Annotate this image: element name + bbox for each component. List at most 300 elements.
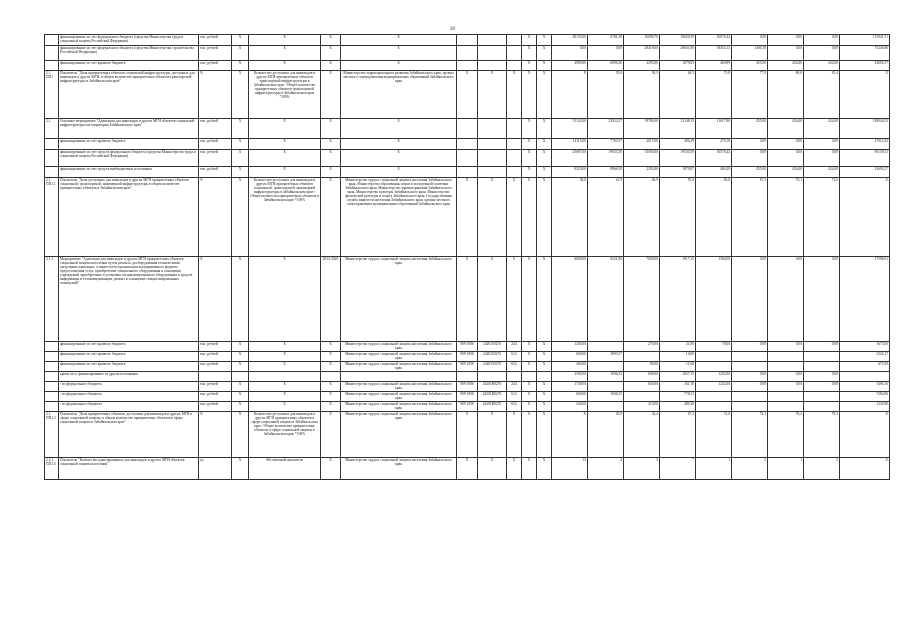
cell-c11 [522,372,537,382]
cell-value: 35,0 [588,71,624,119]
table-row [45,392,890,402]
cell-value [768,402,804,412]
cell-name: кроме того, финансирование из других источников [59,372,199,382]
cell-c4: X [232,382,249,392]
table-row [45,178,890,257]
cell-value: 10578,42 [696,150,732,167]
cell-value: 496,29 [660,139,696,150]
cell-c7 [341,372,457,382]
table-row [45,458,890,480]
cell-value: 75246,86 [840,46,890,61]
cell-name: Показатель "Доля приоритетных объектов, доступных для инвалидов и других МГН в сфере социальной защиты, в общем количестве приоритетных объектов в сфере социальной защиты в Забайкальском крае" [59,412,199,458]
cell-c8 [457,150,478,167]
cell-c5: X [249,257,321,342]
cell-unit: тыс. рублей [199,382,232,392]
cell-value: 1222,00 [696,372,732,382]
cell-value [588,402,624,412]
table-row [45,61,890,71]
cell-value: 0,00 [804,257,840,342]
cell-c12: X [537,392,552,402]
cell-c5: X [249,167,321,178]
cell-value: 10,00 [660,352,696,362]
cell-name: финансирование за счет краевого бюджета [59,362,199,372]
table-row [45,257,890,342]
cell-c10: X [507,71,522,119]
cell-value: 70,1 [768,178,804,257]
cell-value: 13 [552,458,588,480]
cell-c8: X [457,257,478,342]
cell-num [45,402,59,412]
cell-value: 23933,57 [588,119,624,139]
cell-c12: X [537,35,552,46]
cell-value: 630,00 [624,382,660,392]
cell-c8: 909 1006 [457,382,478,392]
cell-c12: X [537,61,552,71]
cell-c5: X [249,150,321,167]
cell-value: 1 [696,458,732,480]
cell-value: 6000,00 [552,257,588,342]
cell-c5: X [249,402,321,412]
cell-value: 0,00 [768,35,804,46]
table-row [45,71,890,119]
cell-value [696,352,732,362]
cell-c8 [457,372,478,382]
cell-value: 2 [732,458,768,480]
cell-value: 2500,00 [552,372,588,382]
cell-c11: X [522,412,537,458]
cell-value [732,352,768,362]
cell-value: 2293,00 [624,167,660,178]
cell-value: 455,00 [732,167,768,178]
cell-value: X [840,412,890,458]
cell-c4: X [232,119,249,139]
cell-c6: X [321,382,341,392]
cell-c9 [478,61,507,71]
cell-c9: 2420150270 [478,352,507,362]
cell-value: 77,9 [732,71,768,119]
cell-value: 469,29 [696,167,732,178]
cell-value: 434,00 [768,167,804,178]
cell-num: 2.1. ПП1.1 [45,178,59,257]
cell-c7: Министерство труда и социальной защиты населения Забайкальского края [341,362,457,372]
cell-c6: X [321,46,341,61]
cell-c5: X [249,382,321,392]
cell-value: 21,00 [660,342,696,352]
cell-value: 489,20 [660,402,696,412]
cell-value: 1673,00 [840,342,890,352]
cell-unit: тыс. рублей [199,352,232,362]
cell-c12: X [537,139,552,150]
table-row [45,412,890,458]
cell-c12: X [537,352,552,362]
cell-value [804,402,840,412]
cell-value: 115941,51 [840,35,890,46]
cell-c4: X [232,139,249,150]
cell-value: 1740,00 [552,382,588,392]
cell-value: 469,89 [696,61,732,71]
cell-value: 778,31 [660,392,696,402]
cell-num [45,392,59,402]
cell-num: 2.1. ПП1 [45,71,59,119]
cell-value: 840,00 [624,372,660,382]
cell-c5: X [249,119,321,139]
cell-value: 15500,00 [624,150,660,167]
cell-c9 [478,372,507,382]
cell-c6: X [321,458,341,480]
cell-unit: тыс. рублей [199,402,232,412]
cell-c9: 2420150270 [478,362,507,372]
cell-value: 76,2 [768,412,804,458]
cell-value [624,352,660,362]
table-row [45,150,890,167]
cell-c11: X [522,167,537,178]
cell-c4: X [232,342,249,352]
cell-unit: X [199,257,232,342]
cell-value [732,402,768,412]
cell-name: Основное мероприятие "Адаптация для инвалидов и других МГН объектов социальной инфраструктуры на территории Забайкальского края" [59,119,199,139]
cell-c7: Министерство труда и социальной защиты населения Забайкальского края [341,257,457,342]
cell-value: 360,00 [552,362,588,372]
cell-value: 81,4 [804,71,840,119]
cell-num [45,167,59,178]
cell-value: 0,00 [804,150,840,167]
cell-value: 11,60 [660,362,696,372]
cell-c10 [507,372,522,382]
cell-value: 1079,83 [660,61,696,71]
cell-value [732,392,768,402]
cell-c10 [507,150,522,167]
cell-unit: тыс. рублей [199,35,232,46]
cell-value: 19650,59 [660,35,696,46]
cell-c7: Министерство труда и социальной защиты населения Забайкальского края [341,392,457,402]
cell-value: 138044,53 [840,119,890,139]
cell-value: 67,2 [660,412,696,458]
cell-c7: X [341,139,457,150]
cell-num [45,139,59,150]
cell-c7: X [341,167,457,178]
cell-c4: X [232,150,249,167]
cell-c9 [478,150,507,167]
cell-value: 0,00 [804,139,840,150]
cell-value: 0,00 [732,382,768,392]
cell-c10: 244 [507,382,522,392]
cell-unit: тыс. рублей [199,362,232,372]
cell-c7: X [341,35,457,46]
cell-c9 [478,119,507,139]
cell-value: 1222,00 [696,382,732,392]
cell-value: 10070,42 [696,35,732,46]
cell-c11: X [522,150,537,167]
cell-value: 1400,18 [732,46,768,61]
cell-c10 [507,139,522,150]
cell-value: 434,00 [768,119,804,139]
cell-c12: X [537,150,552,167]
cell-unit: тыс. рублей [199,139,232,150]
cell-c6: X [321,362,341,372]
cell-value: 1846,52 [588,372,624,382]
cell-c4: X [232,257,249,342]
cell-value [624,392,660,402]
cell-c11: X [522,61,537,71]
cell-name: - из федерального бюджета [59,402,199,412]
cell-c6: X [321,35,341,46]
cell-name: - из федерального бюджета [59,382,199,392]
cell-value: 0,00 [804,372,840,382]
cell-c12: X [537,458,552,480]
cell-c10: X [507,458,522,480]
cell-c9: X [478,257,507,342]
cell-value: 38,0 [552,178,588,257]
cell-c9 [478,35,507,46]
table-row [45,167,890,178]
cell-c12: X [537,71,552,119]
cell-c7: Министерство труда и социальной защиты населения Забайкальского края [341,402,457,412]
cell-value: 46,9 [624,178,660,257]
cell-c10: 622 [507,362,522,372]
cell-value: 17596,01 [840,257,890,342]
cell-num [45,382,59,392]
cell-c5: X [249,352,321,362]
cell-value: 1360,00 [696,257,732,342]
cell-name: Мероприятие "Адаптация для инвалидов и других МГН приоритетных объектов социальной защиты населения путем ремонта, дооборудования техническими средствами адаптации, а также путем организации альтернативного формата предоставления услуг, приобретение специального оборудования и оснащения учреждений, приобретение и установка специализированного оборудования и средств информации и телекоммуникации, ремонт и оснащение специализированных помещений" [59,257,199,342]
cell-c9: X [478,178,507,257]
cell-c9: 24201R0270 [478,382,507,392]
cell-c10: X [507,412,522,458]
cell-c7: X [341,46,457,61]
cell-c8 [457,61,478,71]
cell-c8: 909 1006 [457,352,478,362]
cell-c11: X [522,402,537,412]
cell-c9: X [478,458,507,480]
cell-c12: X [537,382,552,392]
cell-c8: X [457,458,478,480]
cell-c8: 909 1006 [457,392,478,402]
cell-value: 0,00 [588,46,624,61]
cell-c4: X [232,458,249,480]
cell-value: 7783,57 [588,139,624,150]
cell-value: 72,0 [696,412,732,458]
cell-c5: X [249,362,321,372]
cell-c4: X [232,71,249,119]
cell-c5: Количество доступных для инвалидов и других МГН приоритетных объектов социальной, транспортной, инженерной инфраструктуры в Забайкальском крае / Общее количество приоритетных объектов в Забайкальском крае *100% [249,178,321,257]
cell-name: финансирование за счет краевого бюджета [59,352,199,362]
cell-c10: X [507,257,522,342]
cell-value: 4 [588,458,624,480]
cell-value: 675,59 [840,362,890,372]
cell-value [588,342,624,352]
cell-c12: X [537,46,552,61]
cell-c11: X [522,35,537,46]
page-number: 20 [450,27,455,32]
cell-num: 2.2.1. ПП1.3 [45,458,59,480]
table-row [45,35,890,46]
cell-c9: X [478,412,507,458]
cell-value: 434,00 [768,61,804,71]
cell-value: 161,10 [660,382,696,392]
cell-value: 41,9 [588,178,624,257]
cell-c10: 244 [507,342,522,352]
cell-c10: X [507,178,522,257]
cell-c8: 909 1006 [457,402,478,412]
cell-c6: X [321,412,341,458]
cell-value: 6996,56 [588,61,624,71]
cell-c12: X [537,412,552,458]
cell-name: Показатель "Доля доступных для инвалидов и других МГН приоритетных объектов социальной, транспортной, инженерной инфраструктуры в общем количестве приоритетных объектов в Забайкальском крае" [59,178,199,257]
cell-c9: 2420150270 [478,342,507,352]
cell-c7: Министерство труда и социальной защиты населения Забайкальского края [341,382,457,392]
cell-name: Показатель "Доля приоритетных объектов социальной инфраструктуры, доступных для инвалидов и других МГН, в общем количестве приоритетных объектов транспортной инфраструктуры в Забайкальском крае" [59,71,199,119]
table-row [45,402,890,412]
cell-value: 8351,96 [588,257,624,342]
cell-value: 64,5 [660,71,696,119]
cell-unit: тыс. рублей [199,392,232,402]
cell-c11: X [522,352,537,362]
cell-value [768,362,804,372]
cell-unit: ед. [199,458,232,480]
cell-value: 80,0 [768,71,804,119]
cell-c11: X [522,178,537,257]
cell-c6: X [321,352,341,362]
cell-value: 10090,70 [624,35,660,46]
table-row [45,372,890,382]
cell-value: 1200,00 [552,342,588,352]
cell-c8 [457,119,478,139]
cell-value: 455,00 [732,61,768,71]
cell-value: 2015,00 [624,139,660,150]
cell-c10 [507,35,522,46]
table-row [45,352,890,362]
cell-value [804,392,840,402]
cell-value: 18453,13 [696,46,732,61]
cell-value [804,362,840,372]
cell-value: 0,00 [768,257,804,342]
cell-num [45,342,59,352]
cell-value: 0,00 [732,372,768,382]
cell-c12: X [537,119,552,139]
cell-unit: тыс. рублей [199,150,232,167]
cell-c7: Министерство труда и социальной защиты населения Забайкальского края [341,458,457,480]
cell-value: 28135,00 [552,35,588,46]
cell-c7: X [341,150,457,167]
cell-value: 210,00 [624,402,660,412]
cell-name: Показатель "Количество адаптированных для инвалидов и других МГН объектов социальной защиты населения" [59,458,199,480]
cell-c4 [232,372,249,382]
cell-value: 1846,55 [588,392,624,402]
cell-c11: X [522,362,537,372]
cell-value: 4980,80 [552,61,588,71]
cell-value: 2293,00 [624,61,660,71]
cell-value: 0,00 [732,150,768,167]
cell-c8: X [457,71,478,119]
cell-c4: X [232,35,249,46]
cell-value: 28641,00 [660,46,696,61]
cell-value: 434,00 [804,119,840,139]
cell-value: 72,6 [804,178,840,257]
cell-c10 [507,167,522,178]
cell-value [804,352,840,362]
cell-c7: Министерство территориального развития Забайкальского края, органы местного самоуправления муниципальных образований Забайкальского края [341,71,457,119]
cell-c9: X [478,71,507,119]
cell-value: 74,1 [732,412,768,458]
cell-value: 0,00 [732,139,768,150]
cell-value [588,362,624,372]
cell-c10: 612 [507,392,522,402]
cell-name: финансирование за счет краевого бюджета [59,139,199,150]
cell-value: 80,00 [624,362,660,372]
cell-c11: X [522,71,537,119]
cell-c11: X [522,392,537,402]
cell-value: 78,3 [804,412,840,458]
cell-value: 6781,30 [588,35,624,46]
cell-value: 23692,57 [840,61,890,71]
cell-c7: Министерство труда и социальной защиты населения Забайкальского края [341,352,457,362]
cell-value: 9320,00 [552,167,588,178]
table-row [45,382,890,392]
cell-c11: X [522,382,537,392]
cell-value: 0,00 [732,257,768,342]
cell-c6: X [321,150,341,167]
cell-num [45,61,59,71]
cell-value [588,382,624,392]
cell-c11: X [522,342,537,352]
cell-value: 78,00 [696,342,732,352]
cell-c6: X [321,342,341,352]
cell-c11: X [522,119,537,139]
cell-c7: Министерство труда и социальной защиты населения Забайкальского края [341,412,457,458]
cell-value: 23692,57 [840,167,890,178]
cell-c8: 909 1006 [457,342,478,352]
cell-value: X [552,412,588,458]
cell-name: - из федерального бюджета [59,392,199,402]
cell-unit: тыс. рублей [199,61,232,71]
cell-value: 434,00 [804,167,840,178]
cell-c5 [249,372,321,382]
cell-unit: тыс. рублей [199,119,232,139]
cell-value: 8966,50 [588,167,624,178]
cell-unit: тыс. рублей [199,46,232,61]
cell-value: X [840,178,890,257]
cell-value: 25687,00 [552,150,588,167]
cell-c10: 612 [507,352,522,362]
cell-num: 2.1.1 [45,257,59,342]
cell-c4: X [232,61,249,71]
cell-c6 [321,372,341,382]
cell-value [768,352,804,362]
cell-value: 0,00 [768,139,804,150]
cell-unit: % [199,412,232,458]
cell-value: 0,00 [768,382,804,392]
cell-value: X [840,71,890,119]
cell-value: 1334,90 [840,402,890,412]
cell-value: 0,00 [768,342,804,352]
cell-c4: X [232,402,249,412]
cell-value: X [840,458,890,480]
cell-value: 63,0 [696,178,732,257]
cell-value: 67,5 [732,178,768,257]
cell-c6: X [321,61,341,71]
cell-c8 [457,167,478,178]
cell-c4: X [232,362,249,372]
cell-value: 7 [660,458,696,480]
cell-c4: X [232,167,249,178]
cell-unit [199,372,232,382]
cell-c4: X [232,412,249,458]
cell-c9: 24201R0270 [478,392,507,402]
cell-value: 434,00 [804,61,840,71]
cell-c4: X [232,178,249,257]
cell-value: 7000,00 [624,257,660,342]
table-row [45,139,890,150]
